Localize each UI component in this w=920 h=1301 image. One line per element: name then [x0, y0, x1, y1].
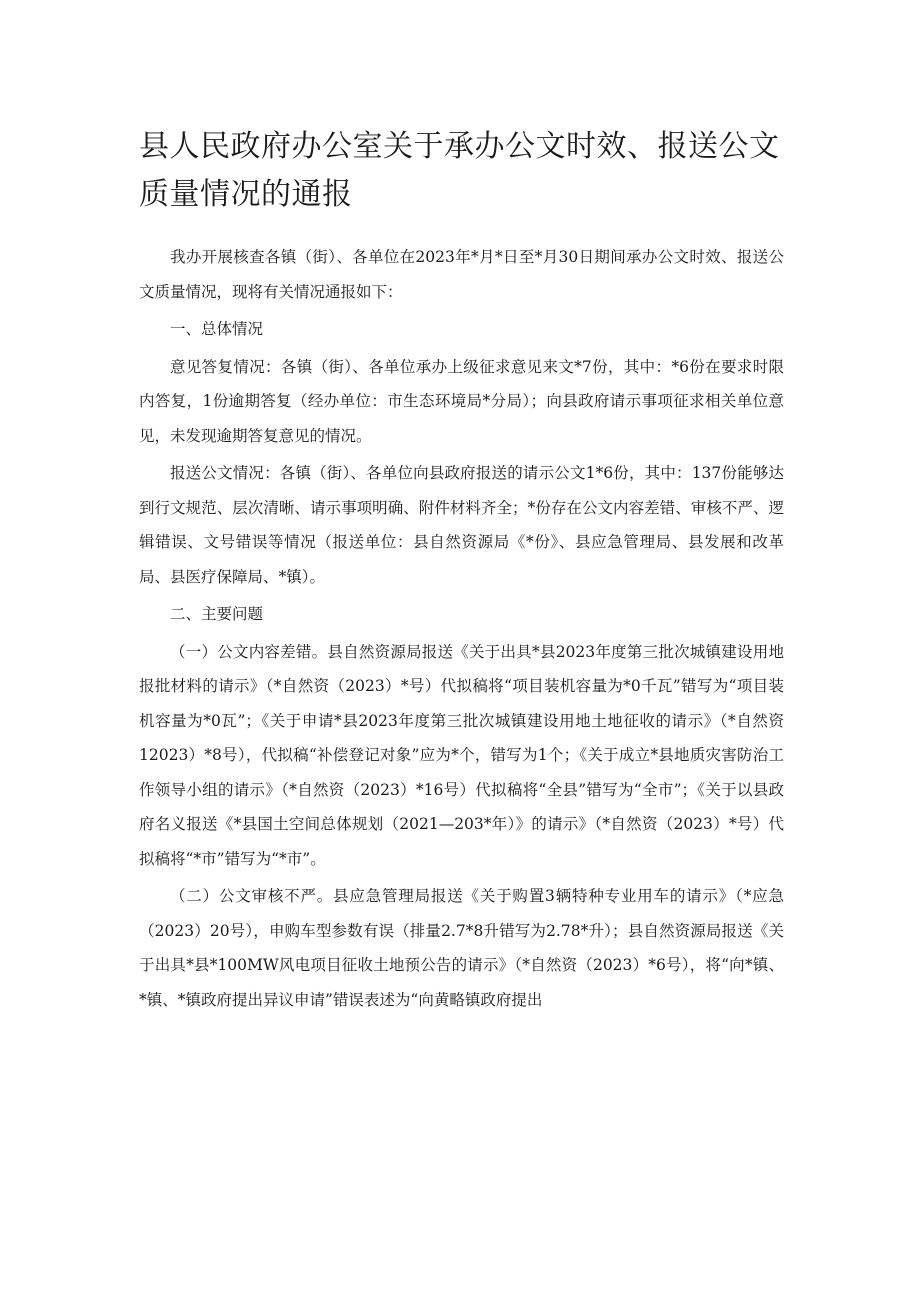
- content-error-paragraph: （一）公文内容差错。县自然资源局报送《关于出具*县2023年度第三批次城镇建设用地报批材料的请示》（*自然资（2023）*号）代拟稿将“项目装机容量为*0千瓦”错写为“项目装机容量为*0瓦”；《关于申请*县2023年度第三批次城镇建设用地土地征收的请示》（*自然资12023）*8号），代拟稿“补偿登记对象”应为*个，错写为1个；《关于成立*县地质灾害防治工作领导小组的请示》（*自然资（2023）*16号）代拟稿将“全县”错写为“全市”；《关于以县政府名义报送《*县国土空间总体规划（2021—203*年）》的请示》（*自然资（2023）*号）代拟稿将“*市”错写为“*市”。: [139, 642, 784, 868]
- intro-paragraph: 我办开展核查各镇（街）、各单位在2023年*月*日至*月30日期间承办公文时效、报送公文质量情况，现将有关情况通报如下：: [139, 248, 784, 301]
- document-title: 县人民政府办公室关于承办公文时效、报送公文质量情况的通报: [139, 129, 780, 212]
- document-body: [139, 240, 784, 1020]
- opinion-reply-paragraph: 意见答复情况：各镇（街）、各单位承办上级征求意见来文*7份，其中：*6份在要求时限内答复，1份逾期答复（经办单位：市生态环境局*分局）；向县政府请示事项征求相关单位意见，未发现逾期答复意见的情况。: [139, 357, 784, 445]
- review-error-paragraph: （二）公文审核不严。县应急管理局报送《关于购置3辆特种专业用车的请示》（*应急（2023）20号），申购车型参数有误（排量2.7*8升错写为2.78*升）；县自然资源局报送《关于出具*县*100MW风电项目征收土地预公告的请示》（*自然资（2023）*6号），将“向*镇、*镇、*镇政府提出异议申请”错误表述为“向黄略镇政府提出: [139, 887, 784, 1009]
- submission-paragraph: 报送公文情况：各镇（街）、各单位向县政府报送的请示公文1*6份，其中：137份能够达到行文规范、层次清晰、请示事项明确、附件材料齐全；*份存在公文内容差错、审核不严、逻辑错误、文号错误等情况（报送单位：县自然资源局《*份》、县应急管理局、县发展和改革局、县医疗保障局、*镇）。: [139, 464, 784, 586]
- section-heading-problems: 二、主要问题: [170, 605, 264, 623]
- section-heading-overview: 一、总体情况: [170, 320, 264, 338]
